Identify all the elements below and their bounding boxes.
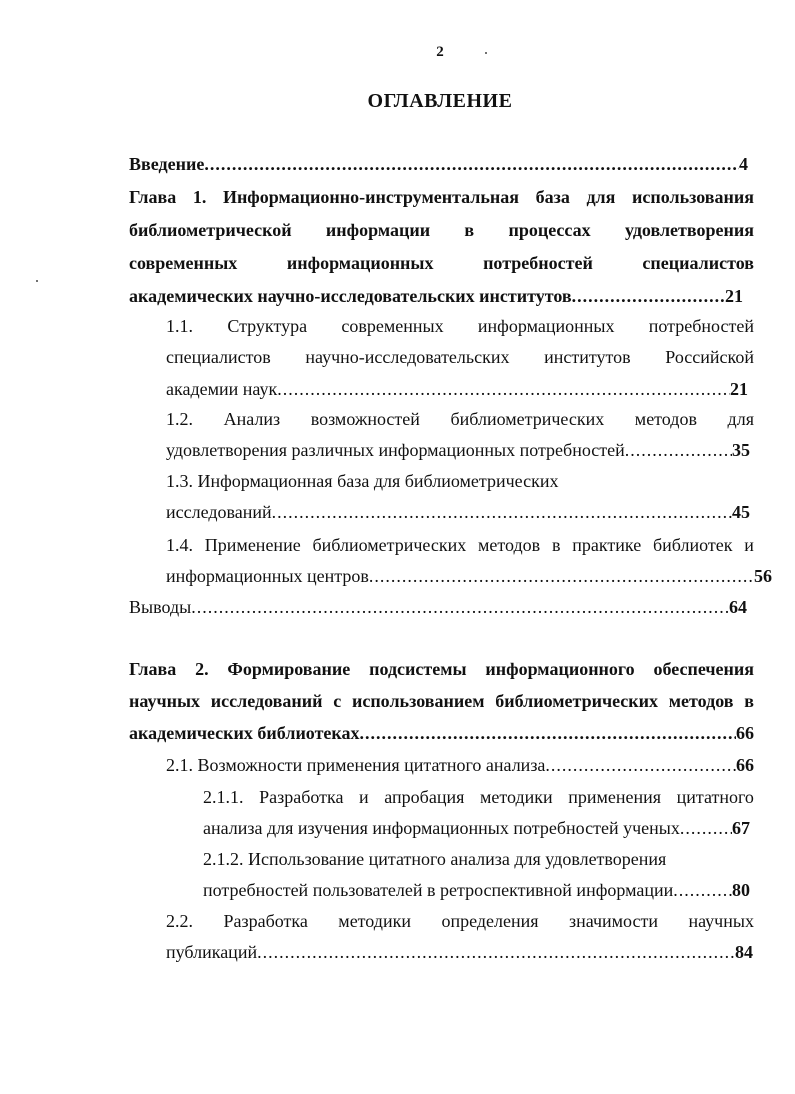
word: в [464, 220, 475, 240]
toc-entry-page: 67 [732, 818, 750, 838]
leader-dots [204, 152, 739, 176]
word: использования [631, 187, 754, 207]
leader-dots [625, 438, 732, 462]
word: библиометрической [129, 220, 292, 240]
toc-entry-page: 66 [736, 755, 754, 775]
toc-section-1-4-line-1 [166, 533, 754, 557]
word: методов [634, 409, 697, 429]
toc-entry-page: 45 [732, 502, 750, 522]
toc-entry-page: 21 [730, 379, 748, 399]
leader-dots [360, 721, 736, 745]
word: методов [478, 535, 541, 555]
toc-section-2-1-1-line-2 [203, 816, 750, 840]
toc-section-1-1-line-2 [166, 345, 754, 369]
toc-entry-title: публикаций [166, 942, 258, 962]
leader-dots [277, 377, 730, 401]
toc-chapter-1-line-3 [129, 251, 754, 275]
word: Анализ [223, 409, 281, 429]
word: институтов [544, 347, 631, 367]
toc-chapter-1-line-1 [129, 185, 754, 209]
leader-dots [191, 595, 729, 619]
toc-entry-page: 35 [732, 440, 750, 460]
scan-speck [36, 280, 38, 282]
toc-section-2-1 [166, 753, 754, 777]
page-title: ОГЛАВЛЕНИЕ [367, 90, 513, 112]
toc-section-1-3-line-2 [166, 500, 750, 524]
toc-section-1-4-line-2 [166, 564, 772, 588]
word: современных [341, 316, 444, 336]
page-number: 2 [436, 44, 444, 60]
toc-entry-title: удовлетворения различных информационных потребностей [166, 440, 625, 460]
toc-entry-page: 84 [735, 942, 753, 962]
word: в [551, 535, 561, 555]
word: научных [688, 911, 754, 931]
word: применения [568, 787, 662, 807]
toc-entry-page: 21 [725, 286, 743, 306]
word: методики [338, 911, 411, 931]
toc-chapter-1-line-2 [129, 218, 754, 242]
word: Разработка [259, 787, 344, 807]
toc-entry-title: академии наук [166, 379, 278, 399]
leader-dots [673, 878, 732, 902]
word: возможностей [310, 409, 420, 429]
toc-entry-page: 64 [729, 597, 747, 617]
leader-dots [257, 940, 735, 964]
toc-entry-title: анализа для изучения информационных потребностей ученых [203, 818, 680, 838]
leader-dots [369, 564, 754, 588]
toc-section-2-2-line-2 [166, 940, 753, 964]
toc-entry-page: 80 [732, 880, 750, 900]
toc-section-2-1-2-line-1: 2.1.2. Использование цитатного анализа для удовлетворения [203, 849, 667, 869]
word: в [744, 691, 754, 711]
toc-section-1-2-line-2 [166, 438, 750, 462]
word: научных [129, 691, 201, 711]
toc-chapter-2-line-2 [129, 689, 754, 713]
word: Разработка [223, 911, 308, 931]
toc-section-1-1-line-3 [166, 377, 748, 401]
word: методики [479, 787, 553, 807]
word: специалистов [642, 253, 754, 273]
word: Информационно-инструментальная [222, 187, 520, 207]
toc-entry-title: потребностей пользователей в ретроспективной информации [203, 880, 674, 900]
word: с [333, 691, 342, 711]
word: процессах [508, 220, 591, 240]
word: 2.2. [166, 911, 193, 931]
word: библиометрических [495, 691, 659, 711]
toc-section-1-2-line-1 [166, 407, 754, 431]
word: информации [325, 220, 431, 240]
word: 2.1.1. [203, 787, 244, 807]
word: Структура [227, 316, 308, 336]
word: информационных [286, 253, 434, 273]
word: Применение [204, 535, 301, 555]
word: Глава [129, 659, 177, 679]
word: специалистов [166, 347, 271, 367]
leader-dots [572, 284, 725, 308]
word: удовлетворения [624, 220, 754, 240]
toc-entry-title: 2.1. Возможности применения цитатного анализа [166, 755, 546, 775]
toc-chapter-2-line-3 [129, 721, 754, 745]
word: Формирование [227, 659, 351, 679]
toc-entry-title: академических научно-исследовательских институтов [129, 286, 572, 306]
word: подсистемы [369, 659, 467, 679]
toc-entry-page: 56 [754, 566, 772, 586]
toc-entry-title: информационных центров [166, 566, 369, 586]
word: научно-исследовательских [305, 347, 510, 367]
word: потребностей [648, 316, 754, 336]
toc-entry-title: Выводы [129, 597, 192, 617]
toc-section-2-2-line-1 [166, 909, 754, 933]
toc-chapter-1-line-4 [129, 284, 743, 308]
word: для [727, 409, 754, 429]
word: методов [668, 691, 734, 711]
word: Российской [665, 347, 754, 367]
toc-section-1-3-line-1: 1.3. Информационная база для библиометрических [166, 471, 559, 491]
word: 1.4. [166, 535, 193, 555]
word: библиометрических [450, 409, 605, 429]
toc-entry-title: академических библиотеках [129, 723, 360, 743]
leader-dots [272, 500, 732, 524]
word: 1. [192, 187, 207, 207]
word: апробация [384, 787, 465, 807]
word: 2. [195, 659, 209, 679]
word: информационных [477, 316, 615, 336]
word: база [535, 187, 570, 207]
word: современных [129, 253, 238, 273]
toc-chapter-2-line-1 [129, 657, 754, 681]
word: использованием [351, 691, 485, 711]
word: значимости [568, 911, 658, 931]
word: и [744, 535, 754, 555]
word: и [359, 787, 369, 807]
word: информационного [485, 659, 635, 679]
leader-dots [680, 816, 732, 840]
toc-entry-introduction [129, 152, 748, 176]
toc-entry-page: 4 [739, 154, 748, 174]
toc-entry-conclusions [129, 595, 747, 619]
word: исследований [210, 691, 323, 711]
toc-entry-title: исследований [166, 502, 272, 522]
toc-entry-page: 66 [736, 723, 754, 743]
scan-speck [485, 52, 487, 54]
toc-section-2-1-1-line-1 [203, 785, 754, 809]
leader-dots [545, 753, 736, 777]
toc-section-2-1-2-line-2 [203, 878, 750, 902]
word: потребностей [483, 253, 593, 273]
word: цитатного [676, 787, 754, 807]
word: библиометрических [312, 535, 467, 555]
word: для [586, 187, 616, 207]
word: обеспечения [653, 659, 754, 679]
word: Глава [129, 187, 177, 207]
word: библиотек [652, 535, 733, 555]
word: 1.2. [166, 409, 193, 429]
toc-section-1-1-line-1 [166, 314, 754, 338]
toc-entry-title: Введение [129, 154, 205, 174]
word: практике [572, 535, 642, 555]
word: определения [441, 911, 539, 931]
word: 1.1. [166, 316, 193, 336]
